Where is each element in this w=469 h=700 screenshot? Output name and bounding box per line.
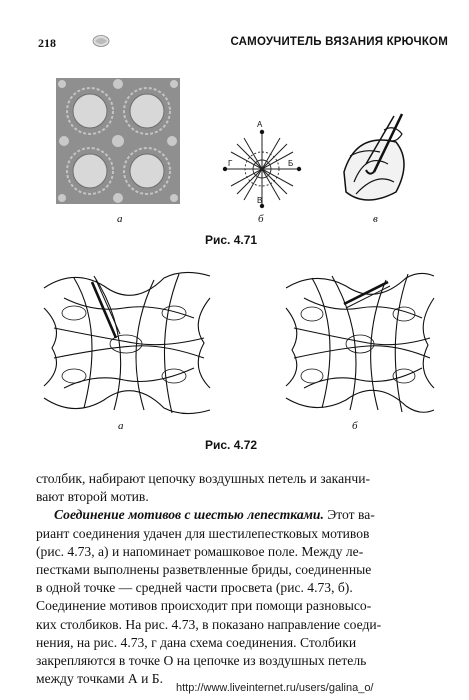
text-line: риант соединения удачен для шестилепестковых мотивов: [36, 525, 370, 541]
text-line: вают второй мотив.: [36, 489, 149, 505]
figure-4-71v-hook-drawing: [336, 112, 414, 208]
footer-url-watermark: http://www.liveinternet.ru/users/galina_o/: [176, 682, 374, 694]
diagram-letter-b: Б: [288, 159, 294, 168]
text-line: Соединение мотивов происходит при помощи разновысо-: [36, 598, 372, 614]
figure-4-72-label-a: а: [118, 420, 124, 432]
text-line: в одной точке — средней части просвета (рис. 4.73, б).: [36, 580, 353, 596]
publisher-logo-icon: [92, 34, 110, 48]
page-header: [38, 36, 448, 56]
paragraph-1: [36, 470, 432, 506]
paragraph-2: [36, 506, 432, 688]
figure-4-71-label-b: б: [258, 213, 264, 225]
page-number: 218: [38, 36, 56, 50]
text-line: нения, на рис. 4.73, г дана схема соединения. Столбики: [36, 634, 357, 650]
figure-4-71-label-v: в: [373, 213, 378, 225]
text-fragment: Этот ва-: [323, 507, 375, 523]
diagram-letter-g: Г: [228, 159, 233, 168]
figure-4-72b-drawing: [286, 270, 434, 416]
diagram-letter-a: А: [257, 120, 263, 129]
running-title: САМОУЧИТЕЛЬ ВЯЗАНИЯ КРЮЧКОМ: [230, 36, 448, 48]
text-line: столбик, набирают цепочку воздушных петель и заканчи-: [36, 471, 371, 486]
figure-4-71b-diagram: [222, 120, 302, 210]
figure-4-71a-photo: [56, 78, 180, 204]
text-line: между точками А и Б.: [36, 671, 163, 687]
figure-4-72-caption: Рис. 4.72: [205, 438, 258, 452]
text-line: [36, 506, 432, 524]
figure-4-72a-drawing: [44, 268, 210, 418]
text-line: ких столбиков. На рис. 4.73, в показано направление соеди-: [36, 616, 382, 632]
text-line: (рис. 4.73, а) и напоминает ромашковое поле. Между ле-: [36, 543, 364, 559]
figure-4-72-label-b: б: [352, 420, 358, 432]
text-line: пестками выполнены разветвленные бриды, соединенные: [36, 562, 372, 578]
figure-4-71-caption: Рис. 4.71: [205, 233, 258, 247]
diagram-letter-v: В: [257, 196, 263, 205]
text-line: закрепляются в точке О на цепочке из воздушных петель: [36, 653, 367, 669]
section-heading: Соединение мотивов с шестью лепестками.: [54, 507, 324, 523]
figure-4-71-label-a: а: [117, 213, 123, 225]
body-text: [36, 470, 432, 688]
